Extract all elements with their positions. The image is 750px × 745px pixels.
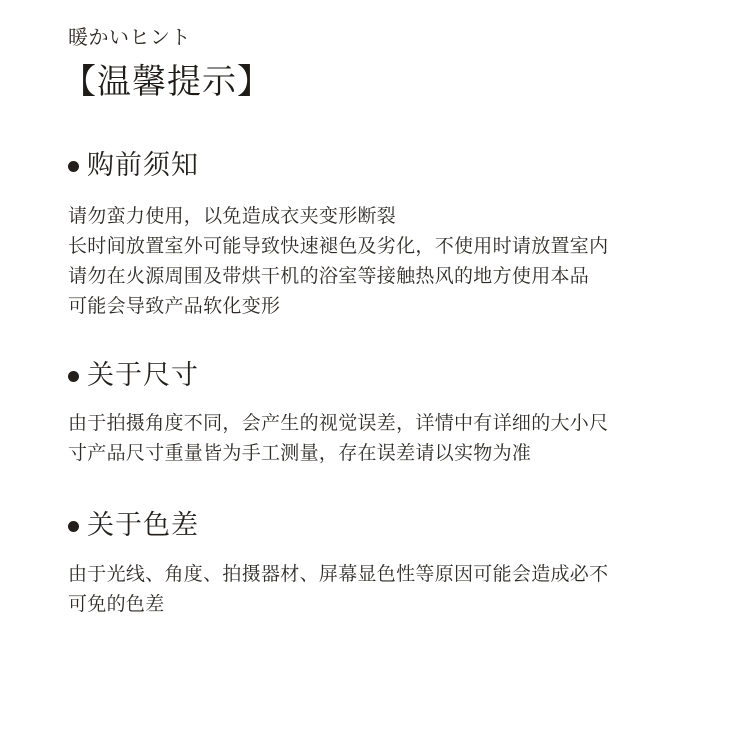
section-body <box>68 201 708 321</box>
section-header <box>68 148 708 184</box>
body-line: 可免的色差 <box>68 593 165 615</box>
section-body <box>68 559 708 619</box>
body-line: 寸产品尺寸重量皆为手工测量，存在误差请以实物为准 <box>68 442 532 464</box>
section-header <box>68 358 708 394</box>
section-title: 关于尺寸 <box>87 360 199 391</box>
section-before-purchase <box>68 148 708 321</box>
section-about-color-difference <box>68 508 708 619</box>
body-line: 请勿蛮力使用，以免造成衣夹变形断裂 <box>68 205 397 227</box>
bullet-dot-icon <box>68 161 79 172</box>
section-about-size <box>68 358 708 468</box>
body-line: 由于拍摄角度不同，会产生的视觉误差，详情中有详细的大小尺 <box>68 412 609 434</box>
japanese-subtitle: 暖かいヒント <box>68 25 191 49</box>
section-body <box>68 408 708 468</box>
bullet-dot-icon <box>68 371 79 382</box>
body-line: 请勿在火源周围及带烘干机的浴室等接触热风的地方使用本品 <box>68 265 590 287</box>
body-line: 由于光线、角度、拍摄器材、屏幕显色性等原因可能会造成必不 <box>68 563 609 585</box>
page-title: 【温馨提示】 <box>62 62 272 102</box>
bullet-dot-icon <box>68 521 79 532</box>
section-title: 关于色差 <box>87 510 199 541</box>
body-line: 可能会导致产品软化变形 <box>68 295 281 317</box>
section-header <box>68 508 708 544</box>
section-title: 购前须知 <box>87 150 199 181</box>
body-line: 长时间放置室外可能导致快速褪色及劣化，不使用时请放置室内 <box>68 235 609 257</box>
